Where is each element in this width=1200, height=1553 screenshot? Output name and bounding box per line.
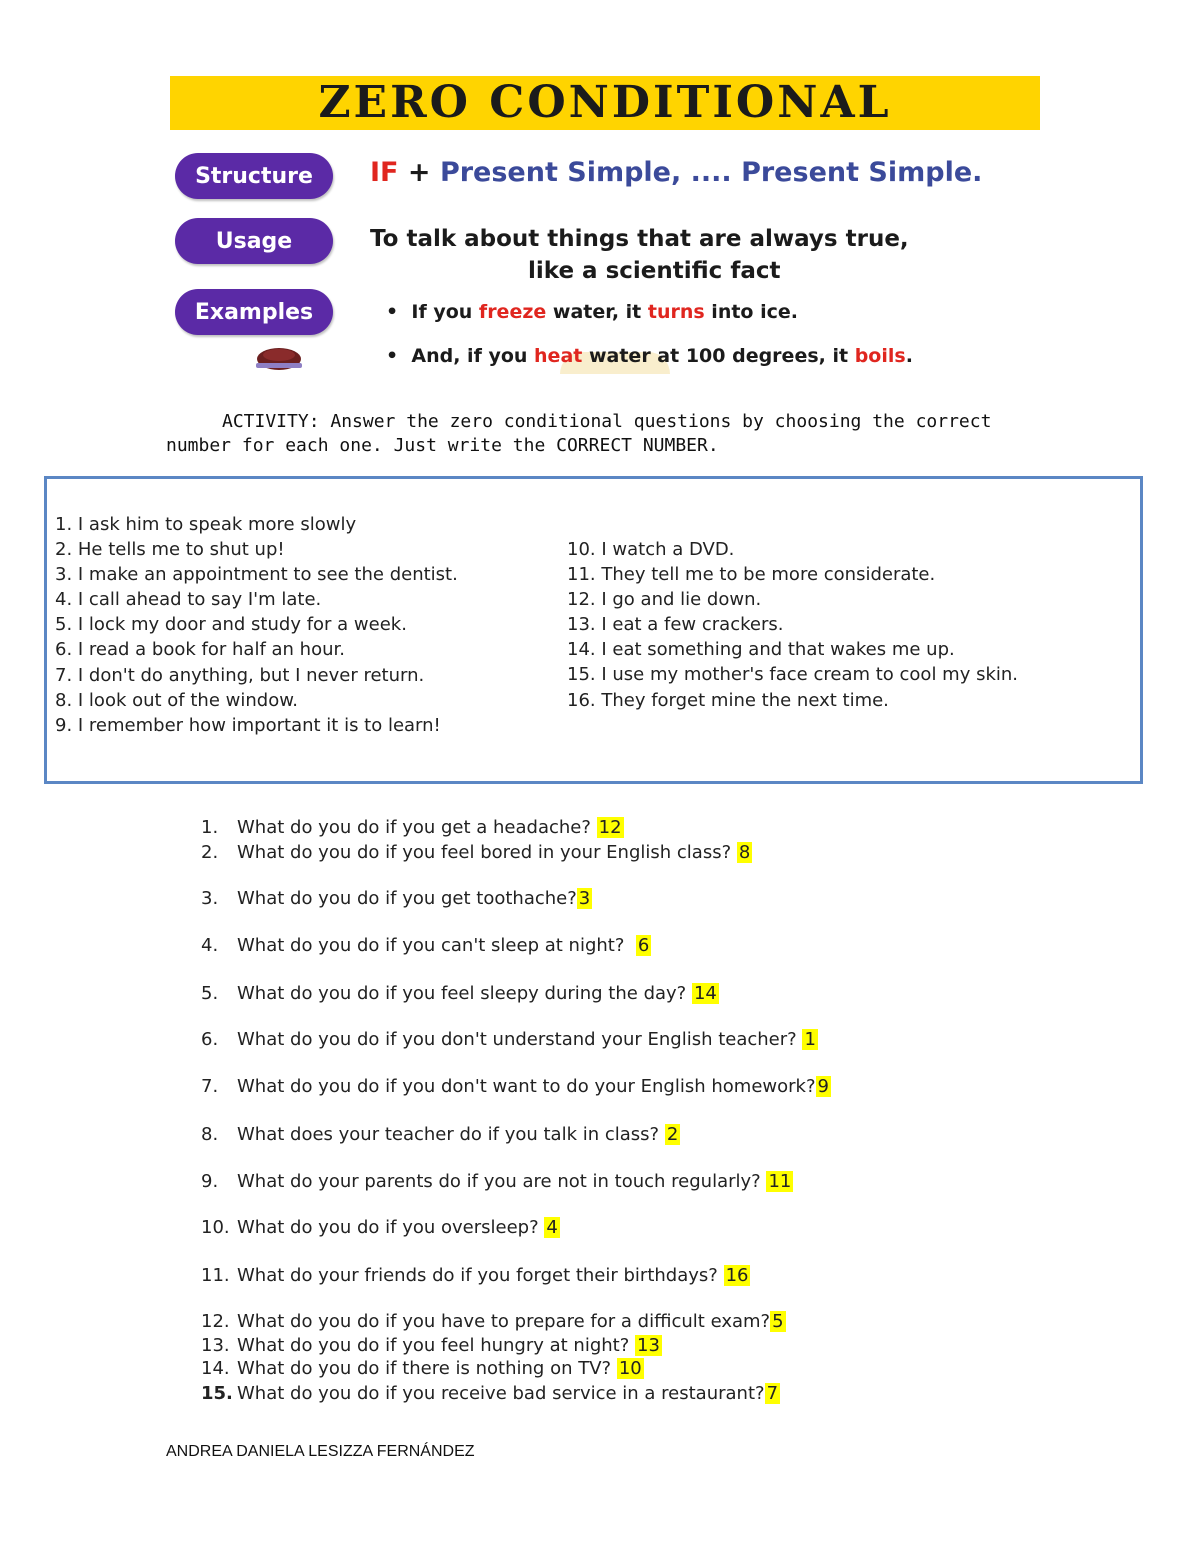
option-item: 12. I go and lie down.: [567, 589, 762, 611]
question-answer[interactable]: 12: [598, 817, 622, 838]
question-item: [201, 817, 624, 839]
bullet-icon: •: [386, 301, 399, 323]
example-sentence-1: [386, 301, 798, 323]
question-answer[interactable]: 14: [693, 983, 717, 1004]
question-item: [201, 1029, 818, 1051]
question-number: 1.: [201, 817, 219, 838]
question-item: [201, 842, 752, 864]
question-item: [201, 983, 719, 1005]
option-item: 6. I read a book for half an hour.: [55, 639, 345, 661]
question-number: 11.: [201, 1265, 230, 1286]
option-item: 10. I watch a DVD.: [567, 539, 735, 560]
question-item: [201, 935, 651, 957]
question-text: What do you do if you have to prepare for a difficult exam?: [237, 1311, 771, 1332]
question-item: [201, 1383, 780, 1405]
structure-rest: Present Simple, .... Present Simple.: [439, 157, 983, 188]
question-text: What do you do if you feel bored in your English class?: [237, 842, 737, 863]
options-right-column: [567, 537, 1018, 713]
structure-plus: +: [407, 157, 431, 188]
option-item: 16. They forget mine the next time.: [567, 689, 889, 711]
usage-pill: Usage: [175, 218, 333, 264]
structure-formula: [370, 157, 982, 188]
question-answer[interactable]: 8: [738, 842, 751, 863]
question-answer[interactable]: 4: [546, 1217, 558, 1238]
question-answer[interactable]: 10: [618, 1358, 642, 1379]
options-left-column: [55, 512, 458, 738]
question-number: 3.: [201, 888, 219, 909]
question-number: 10.: [201, 1217, 230, 1238]
instruction-line-2: number for each one. Just write the CORRECT NUMBER.: [166, 435, 719, 456]
question-item: [201, 1171, 793, 1193]
question-number: 8.: [201, 1124, 219, 1145]
title-banner: [170, 76, 1040, 130]
question-item: [201, 888, 592, 910]
question-item: [201, 1335, 662, 1357]
question-number: 13.: [201, 1335, 230, 1356]
question-item: [201, 1076, 831, 1098]
example-text: water, it: [546, 301, 648, 323]
example-text: into ice.: [704, 301, 798, 323]
example-highlight: heat: [534, 345, 583, 367]
option-item: 1. I ask him to speak more slowly: [55, 514, 357, 535]
answer-options-box: [44, 476, 1143, 784]
question-text: What do your friends do if you forget their birthdays?: [237, 1265, 724, 1286]
question-item: [201, 1265, 750, 1287]
bullet-icon: •: [386, 345, 399, 367]
examples-pill: Examples: [175, 289, 333, 335]
question-text: What do you do if you can't sleep at night?: [237, 935, 636, 956]
question-text: What do you do if you feel sleepy during the day?: [237, 983, 692, 1004]
question-answer[interactable]: 16: [725, 1265, 749, 1286]
question-number: 2.: [201, 842, 219, 863]
question-number: 5.: [201, 983, 219, 1004]
option-item: 9. I remember how important it is to learn!: [55, 714, 441, 736]
question-text: What do you do if there is nothing on TV?: [237, 1358, 617, 1379]
question-answer[interactable]: 2: [666, 1124, 679, 1145]
question-item: [201, 1217, 560, 1239]
page-title: ZERO CONDITIONAL: [318, 77, 892, 128]
example-highlight: freeze: [478, 301, 547, 323]
usage-description: [370, 223, 1010, 287]
question-text: What do your parents do if you are not in touch regularly?: [237, 1171, 767, 1192]
question-answer[interactable]: 11: [768, 1171, 792, 1192]
question-number: 9.: [201, 1171, 219, 1192]
question-item: [201, 1358, 644, 1380]
question-number: 14.: [201, 1358, 230, 1379]
question-number: 15.: [201, 1383, 233, 1404]
structure-if: IF: [370, 157, 399, 188]
question-answer[interactable]: 5: [772, 1311, 784, 1332]
question-text: What do you do if you get toothache?: [237, 888, 577, 909]
usage-line-2: like a scientific fact: [528, 258, 781, 284]
hat-icon: [252, 346, 306, 372]
option-item: 2. He tells me to shut up!: [55, 539, 285, 561]
example-text: If you: [411, 301, 479, 323]
example-highlight: turns: [647, 301, 705, 323]
instruction-line-1: ACTIVITY: Answer the zero conditional questions by choosing the correct: [222, 411, 992, 432]
question-number: 7.: [201, 1076, 219, 1097]
question-answer[interactable]: 6: [637, 935, 650, 956]
example-highlight: boils: [854, 345, 906, 367]
question-text: What do you do if you get a headache?: [237, 817, 597, 838]
question-text: What do you do if you receive bad service in a restaurant?: [237, 1383, 765, 1404]
option-item: 3. I make an appointment to see the dentist.: [55, 564, 458, 586]
example-text: .: [905, 345, 913, 367]
option-item: 5. I lock my door and study for a week.: [55, 614, 407, 636]
option-item: 15. I use my mother's face cream to cool my skin.: [567, 664, 1019, 686]
question-answer[interactable]: 13: [637, 1335, 660, 1356]
option-item: 7. I don't do anything, but I never return.: [55, 664, 425, 686]
example-sentence-2: [386, 345, 913, 367]
question-answer[interactable]: 7: [766, 1383, 779, 1404]
question-text: What do you do if you don't understand your English teacher?: [237, 1029, 803, 1050]
question-text: What do you do if you feel hungry at night?: [237, 1335, 636, 1356]
author-name: ANDREA DANIELA LESIZZA FERNÁNDEZ: [166, 1443, 475, 1460]
option-item: 4. I call ahead to say I'm late.: [55, 589, 322, 611]
option-item: 11. They tell me to be more considerate.: [567, 564, 936, 586]
question-number: 6.: [201, 1029, 219, 1050]
question-answer[interactable]: 1: [804, 1029, 816, 1050]
option-item: 8. I look out of the window.: [55, 689, 298, 711]
question-text: What do you do if you don't want to do your English homework?: [237, 1076, 816, 1097]
example-text: water at 100 degrees, it: [582, 345, 855, 367]
question-answer[interactable]: 9: [817, 1076, 829, 1097]
example-text: And, if you: [411, 345, 535, 367]
option-item: 13. I eat a few crackers.: [567, 614, 784, 636]
question-answer[interactable]: 3: [578, 888, 591, 909]
question-item: [201, 1124, 680, 1146]
question-text: What do you do if you oversleep?: [237, 1217, 545, 1238]
activity-instruction: [166, 410, 1046, 458]
question-number: 4.: [201, 935, 219, 956]
question-item: [201, 1311, 786, 1333]
option-item: 14. I eat something and that wakes me up.: [567, 639, 955, 661]
usage-line-1: To talk about things that are always true,: [370, 226, 909, 252]
question-text: What does your teacher do if you talk in class?: [237, 1124, 665, 1145]
question-number: 12.: [201, 1311, 230, 1332]
structure-pill: Structure: [175, 153, 333, 199]
